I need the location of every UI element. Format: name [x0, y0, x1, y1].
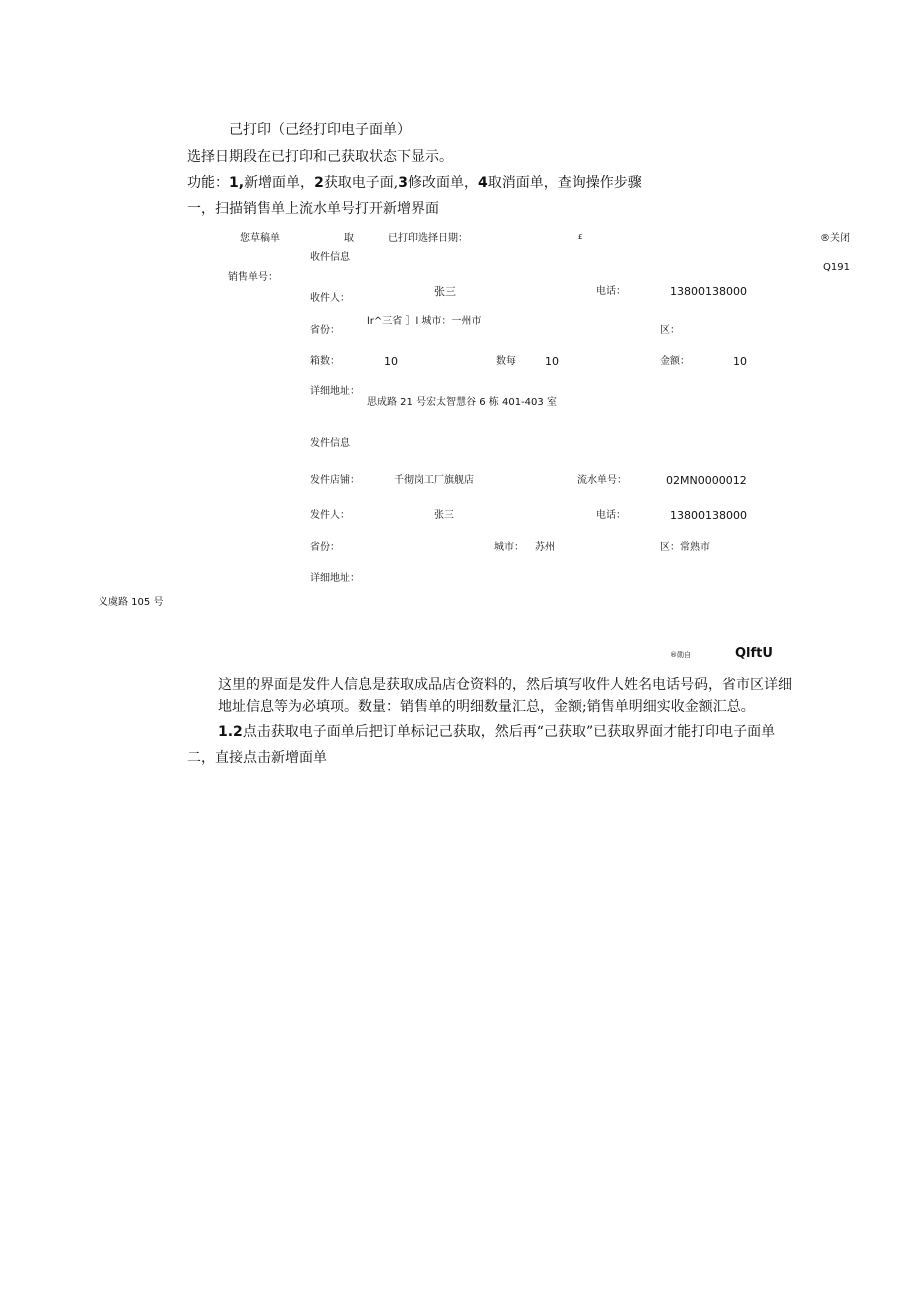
serial-number-field[interactable]: 02MN0000012	[666, 474, 747, 487]
feature-number-4: 4	[478, 175, 488, 191]
feature-number-3: 3	[398, 175, 409, 191]
sender-name-label: 发件人：	[310, 510, 350, 521]
features-line	[187, 173, 642, 193]
recipient-name-label: 收件人：	[310, 293, 350, 304]
sender-phone-label: 电话：	[596, 510, 626, 521]
step-1-2-paragraph	[218, 722, 775, 742]
description-paragraph-line-2: 地址信息等为必填项。数量：销售单的明细数量汇总，金额;销售单明细实收金额汇总。	[218, 699, 755, 715]
recipient-phone-label: 电话：	[596, 286, 626, 297]
date-filter-description: 选择日期段在已打印和己获取状态下显示。	[187, 149, 453, 165]
feature-text-1: 新增面单，	[244, 175, 315, 191]
recipient-province-city-field[interactable]: lr^三省 ］l 城市：一州市	[367, 316, 482, 327]
feature-text-2: 获取电子面,	[323, 175, 399, 191]
step-two-heading: 二，直接点击新增面单	[187, 750, 327, 766]
sender-section-title: 发件信息	[310, 438, 350, 449]
recipient-address-label: 详细地址：	[310, 386, 360, 397]
feature-text-3: 修改面单，	[408, 175, 479, 191]
features-prefix: 功能：	[187, 175, 229, 191]
feature-number-1: 1,	[229, 175, 245, 191]
recipient-phone-field[interactable]: 13800138000	[670, 285, 747, 298]
feature-number-2: 2	[314, 175, 324, 191]
sender-store-label: 发件店铺：	[310, 475, 360, 486]
boxes-field[interactable]: 10	[384, 355, 398, 368]
description-paragraph-line-1: 这里的界面是发件人信息是获取成品店仓资料的，然后填写收件人姓名电话号码，省市区详细	[218, 677, 792, 693]
sender-phone-field[interactable]: 13800138000	[670, 509, 747, 522]
recipient-address-field[interactable]: 思成路 21 号宏太智慧谷 6 栋 401-403 室	[367, 397, 557, 408]
step-text: 点击获取电子面单后把订单标记己获取，然后再“己获取”已获取界面才能打印电子面单	[242, 724, 776, 740]
date-picker-icon[interactable]: £	[578, 233, 583, 241]
amount-field[interactable]: 10	[733, 355, 747, 368]
recipient-province-label: 省份：	[310, 325, 340, 336]
submit-button[interactable]: QlftU	[735, 646, 773, 661]
sender-province-label: 省份：	[310, 542, 340, 553]
recipient-section-title: 收件信息	[310, 252, 350, 263]
step-number: 1.2	[218, 724, 243, 740]
sender-store-field[interactable]: 千彻岗工厂旗舰店	[394, 475, 474, 486]
quantity-label: 数每	[496, 356, 516, 367]
tab-draft[interactable]: 您草稿单	[240, 233, 280, 244]
feature-text-4: 取消面单，查询操作步骤	[487, 175, 642, 191]
sender-city-field[interactable]: 苏州	[535, 542, 555, 553]
sender-address-field[interactable]: 义虞路 105 号	[98, 597, 164, 608]
step-one-heading: 一，扫描销售单上流水单号打开新增界面	[187, 201, 439, 217]
quantity-field[interactable]: 10	[545, 355, 559, 368]
recipient-district-label: 区：	[660, 325, 680, 336]
close-button[interactable]: ®关闭	[820, 233, 850, 244]
section-heading-printed: 己打印（己经打印电子面单）	[229, 122, 411, 138]
sender-district-label: 区：	[660, 542, 680, 553]
serial-number-label: 流水单号：	[577, 475, 627, 486]
top-right-code: Q191	[823, 262, 850, 273]
auto-button[interactable]: ®勋自	[670, 651, 691, 659]
boxes-label: 箱数：	[310, 356, 340, 367]
sender-name-field[interactable]: 张三	[434, 510, 454, 521]
tab-fetched[interactable]: 取	[344, 233, 354, 244]
amount-label: 金额：	[660, 356, 690, 367]
sender-district-field[interactable]: 常熟市	[680, 542, 710, 553]
recipient-name-field[interactable]: 张三	[434, 285, 456, 298]
tab-printed-date-filter[interactable]: 已打印选择日期：	[388, 233, 468, 244]
sender-city-label: 城市：	[494, 542, 524, 553]
sales-order-number-label: 销售单号：	[228, 272, 278, 283]
sender-address-label: 详细地址：	[310, 573, 360, 584]
